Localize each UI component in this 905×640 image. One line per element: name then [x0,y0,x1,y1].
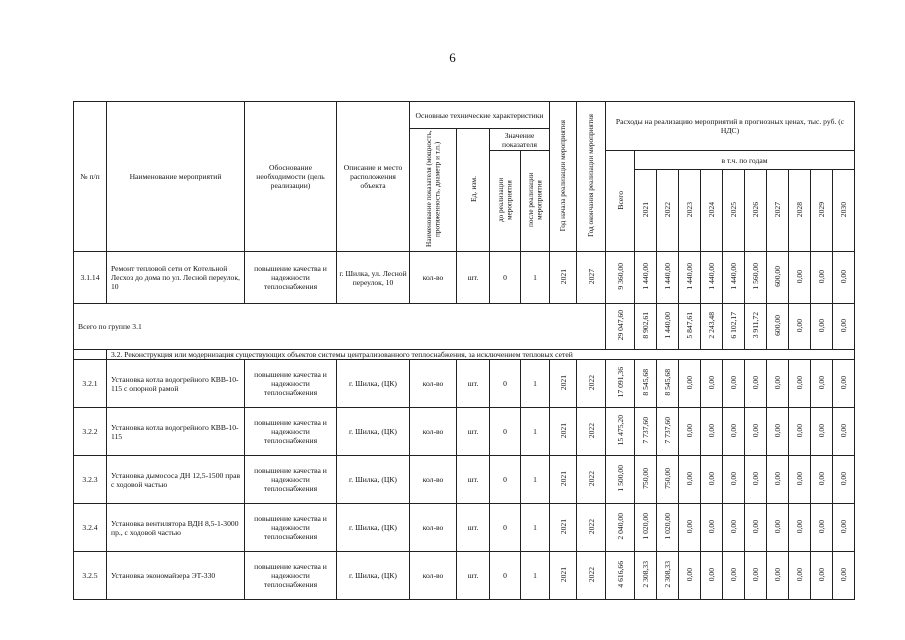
row-year-value: 7 737,60 [635,408,657,456]
row-year-value: 0,00 [811,504,833,552]
header-year-2025: 2025 [723,170,745,252]
row-before: 0 [490,408,521,456]
table-row [74,360,855,408]
row-year-start: 2021 [550,552,577,600]
row-unit: шт. [457,252,490,304]
row-year-value: 2 308,33 [635,552,657,600]
row-year-end: 2022 [577,456,606,504]
section-title: 3.2. Реконструкция или модернизация существующих объектов системы централизованного теплоснабжения, за исключением тепловых сетей [107,350,855,360]
row-name: Ремонт тепловой сети от Котельной Лесхоз до дома по ул. Лесной переулок, 10 [107,252,245,304]
row-total: 17 091,36 [606,360,635,408]
row-year-value: 0,00 [745,408,767,456]
row-num: 3.2.2 [74,408,107,456]
row-total: 4 616,66 [606,552,635,600]
row-year-value: 1 440,00 [679,252,701,304]
row-before: 0 [490,456,521,504]
header-before: до реализации мероприятия [490,151,521,252]
row-year-value: 0,00 [679,408,701,456]
row-year-value: 0,00 [723,504,745,552]
header-indicator-name: Наименование показателя (мощность, протяженность, диаметр и т.п.) [410,129,457,252]
row-year-value: 0,00 [833,456,855,504]
row-justification: повышение качества и надежности теплоснабжения [245,252,337,304]
row-year-value: 0,00 [767,408,789,456]
row-year-value: 0,00 [745,552,767,600]
row-year-value: 0,00 [679,504,701,552]
header-expenses: Расходы на реализацию мероприятий в прогнозных ценах, тыс. руб. (с НДС) [606,102,855,151]
row-year-value: 0,00 [811,360,833,408]
row-unit: шт. [457,360,490,408]
row-location: г. Шилка, ул. Лесной переулок, 10 [337,252,410,304]
row-year-value: 0,00 [701,504,723,552]
row-year-value: 1 020,00 [657,504,679,552]
row-num: 3.2.4 [74,504,107,552]
table-row [74,408,855,456]
row-after: 1 [521,408,550,456]
row-num: 3.2.1 [74,360,107,408]
header-justification: Обоснование необходимости (цель реализации) [245,102,337,252]
row-name: Установка дымососа ДН 12,5-1500 прав с ходовой частью [107,456,245,504]
row-name: Установка вентилятора ВДН 8,5-1-3000 пр., с ходовой частью [107,504,245,552]
row-year-start: 2021 [550,360,577,408]
header-year-2030: 2030 [833,170,855,252]
row-year-value: 0,00 [811,252,833,304]
header-year-2028: 2028 [789,170,811,252]
row-year-start: 2021 [550,252,577,304]
header-num: № п/п [74,102,107,252]
investment-table [73,101,855,600]
table-row [74,504,855,552]
row-year-value: 0,00 [701,408,723,456]
table-row [74,252,855,304]
section-row [74,350,855,360]
group-total-year: 6 102,17 [723,304,745,350]
row-location: г. Шилка, (ЦК) [337,456,410,504]
row-name: Установка котла водогрейного КВВ-10-115 с опорной рамой [107,360,245,408]
header-location: Описание и место расположения объекта [337,102,410,252]
row-after: 1 [521,552,550,600]
row-before: 0 [490,360,521,408]
row-after: 1 [521,360,550,408]
row-year-value: 0,00 [723,360,745,408]
group-total-year: 2 243,48 [701,304,723,350]
row-year-value: 0,00 [789,456,811,504]
group-total-label: Всего по группе 3.1 [74,304,606,350]
row-year-start: 2021 [550,504,577,552]
row-location: г. Шилка, (ЦК) [337,408,410,456]
row-name: Установка экономайзера ЭТ-330 [107,552,245,600]
header-year-start: Год начала реализации мероприятия [550,102,577,252]
group-total-year: 0,00 [789,304,811,350]
header-after: после реализации мероприятия [521,151,550,252]
row-year-value: 0,00 [789,408,811,456]
row-year-value: 0,00 [767,552,789,600]
row-year-value: 0,00 [811,552,833,600]
row-year-value: 0,00 [723,552,745,600]
group-total-sum: 29 047,60 [606,304,635,350]
header-year-end: Год окончания реализации мероприятия [577,102,606,252]
row-year-start: 2021 [550,408,577,456]
row-total: 2 040,00 [606,504,635,552]
row-num: 3.2.5 [74,552,107,600]
row-year-value: 0,00 [811,456,833,504]
header-value: Значение показателя [490,129,550,151]
row-justification: повышение качества и надежности теплоснабжения [245,360,337,408]
row-year-value: 0,00 [723,408,745,456]
row-year-value: 0,00 [767,456,789,504]
row-year-value: 0,00 [833,252,855,304]
row-year-value: 1 560,00 [745,252,767,304]
group-total-year: 0,00 [833,304,855,350]
row-year-value: 0,00 [745,360,767,408]
row-location: г. Шилка, (ЦК) [337,360,410,408]
row-indicator: кол-во [410,456,457,504]
row-justification: повышение качества и надежности теплоснабжения [245,552,337,600]
row-year-value: 0,00 [789,252,811,304]
row-year-value: 0,00 [811,408,833,456]
row-year-value: 0,00 [833,408,855,456]
table-row [74,456,855,504]
row-before: 0 [490,504,521,552]
row-after: 1 [521,504,550,552]
header-tech: Основные технические характеристики [410,102,550,129]
row-year-value: 0,00 [833,360,855,408]
row-year-value: 0,00 [701,552,723,600]
row-year-value: 0,00 [789,360,811,408]
row-after: 1 [521,252,550,304]
row-year-value: 750,00 [657,456,679,504]
row-year-value: 0,00 [723,456,745,504]
row-year-end: 2022 [577,360,606,408]
row-year-value: 0,00 [701,456,723,504]
row-year-value: 1 020,00 [635,504,657,552]
row-year-value: 0,00 [833,504,855,552]
row-year-value: 0,00 [679,552,701,600]
row-year-value: 2 308,33 [657,552,679,600]
row-before: 0 [490,552,521,600]
header-by-years: в т.ч. по годам [635,151,855,170]
row-year-value: 0,00 [701,360,723,408]
row-year-value: 8 545,68 [635,360,657,408]
row-year-value: 0,00 [833,552,855,600]
row-year-value: 1 440,00 [635,252,657,304]
row-before: 0 [490,252,521,304]
row-year-value: 7 737,60 [657,408,679,456]
row-year-value: 750,00 [635,456,657,504]
row-total: 1 500,00 [606,456,635,504]
row-year-end: 2027 [577,252,606,304]
row-year-value: 0,00 [789,504,811,552]
row-total: 15 475,20 [606,408,635,456]
row-year-value: 0,00 [679,360,701,408]
header-year-2024: 2024 [701,170,723,252]
row-location: г. Шилка, (ЦК) [337,504,410,552]
row-year-value: 8 545,68 [657,360,679,408]
group-total-row [74,304,855,350]
row-year-end: 2022 [577,408,606,456]
header-year-2022: 2022 [657,170,679,252]
row-year-value: 1 440,00 [657,252,679,304]
row-year-value: 0,00 [745,504,767,552]
row-after: 1 [521,456,550,504]
row-year-value: 1 440,00 [723,252,745,304]
row-justification: повышение качества и надежности теплоснабжения [245,408,337,456]
row-indicator: кол-во [410,360,457,408]
row-indicator: кол-во [410,408,457,456]
table-row [74,552,855,600]
row-year-value: 0,00 [679,456,701,504]
row-num: 3.1.14 [74,252,107,304]
header-unit: Ед. изм. [457,129,490,252]
row-indicator: кол-во [410,552,457,600]
row-unit: шт. [457,456,490,504]
row-unit: шт. [457,552,490,600]
row-year-value: 0,00 [789,552,811,600]
row-num: 3.2.3 [74,456,107,504]
row-indicator: кол-во [410,252,457,304]
group-total-year: 5 847,61 [679,304,701,350]
group-total-year: 0,00 [811,304,833,350]
header-year-2026: 2026 [745,170,767,252]
section-blank [74,350,107,360]
row-year-value: 0,00 [745,456,767,504]
row-year-value: 0,00 [767,504,789,552]
header-year-2027: 2027 [767,170,789,252]
row-name: Установка котла водогрейного КВВ-10-115 [107,408,245,456]
header-total: Всего [606,151,635,252]
row-year-end: 2022 [577,552,606,600]
group-total-year: 3 911,72 [745,304,767,350]
row-year-start: 2021 [550,456,577,504]
group-total-year: 8 902,61 [635,304,657,350]
row-unit: шт. [457,408,490,456]
row-location: г. Шилка, (ЦК) [337,552,410,600]
group-total-year: 1 440,00 [657,304,679,350]
row-year-value: 1 440,00 [701,252,723,304]
header-year-2023: 2023 [679,170,701,252]
row-year-value: 0,00 [767,360,789,408]
row-year-end: 2022 [577,504,606,552]
header-year-2029: 2029 [811,170,833,252]
row-justification: повышение качества и надежности теплоснабжения [245,456,337,504]
group-total-year: 600,00 [767,304,789,350]
row-unit: шт. [457,504,490,552]
header-year-2021: 2021 [635,170,657,252]
page-number: 6 [449,50,456,65]
row-justification: повышение качества и надежности теплоснабжения [245,504,337,552]
row-indicator: кол-во [410,504,457,552]
row-total: 9 360,00 [606,252,635,304]
header-name: Наименование мероприятий [107,102,245,252]
row-year-value: 600,00 [767,252,789,304]
